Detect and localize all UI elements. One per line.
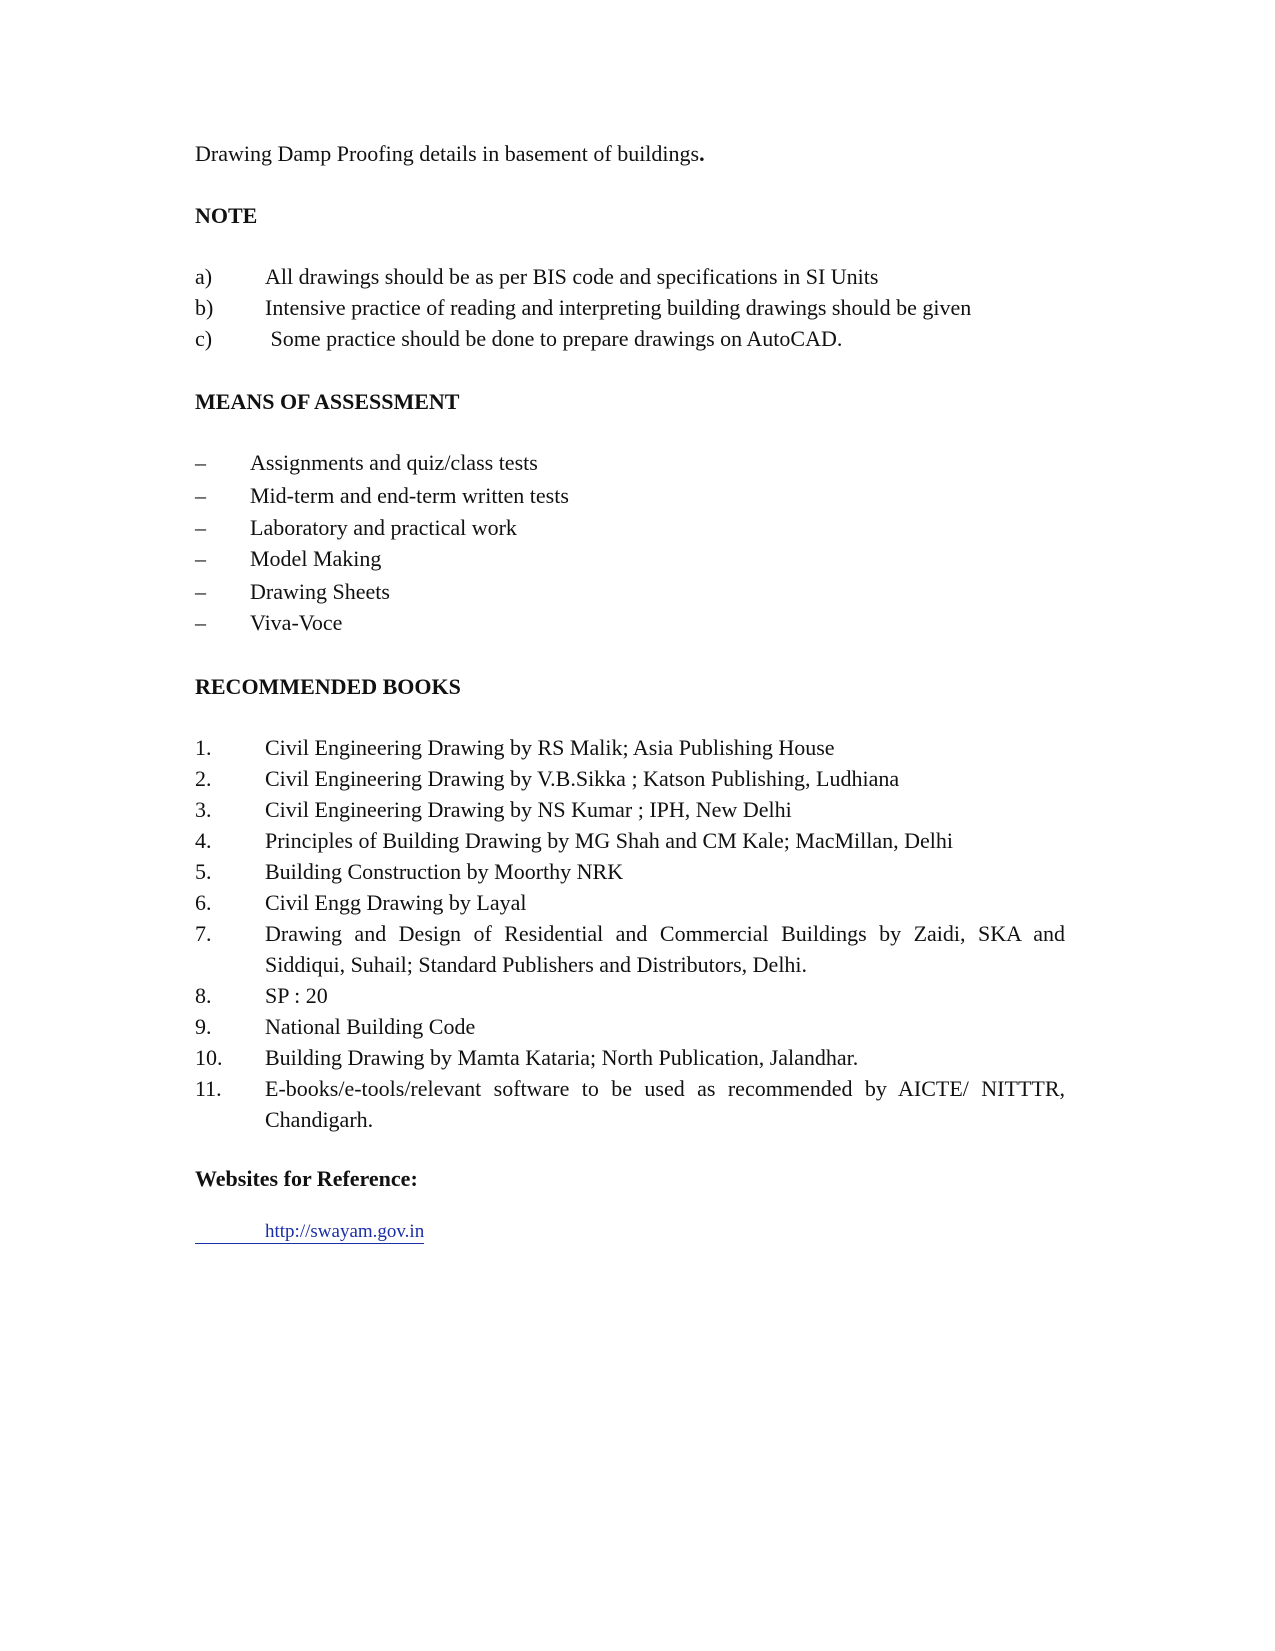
book-title: Civil Engg Drawing by Layal [265, 890, 527, 915]
swayam-link[interactable]: http://swayam.gov.in [265, 1221, 425, 1242]
book-title: National Building Code [265, 1014, 476, 1039]
book-title-line1: Drawing and Design of Residential and Commercial Buildings by Zaidi, SKA and [265, 921, 1065, 946]
book-title: Building Construction by Moorthy NRK [265, 859, 624, 884]
book-number: 2. [195, 766, 212, 791]
assessment-item-text: Drawing Sheets [250, 579, 390, 604]
websites-heading: Websites for Reference: [195, 1166, 418, 1191]
assessment-item-text: Laboratory and practical work [250, 515, 517, 540]
website-link-row [195, 1222, 424, 1244]
book-number: 11. [195, 1076, 222, 1101]
book-number: 9. [195, 1014, 212, 1039]
book-title: Civil Engineering Drawing by NS Kumar ; IPH, New Delhi [265, 797, 792, 822]
book-number: 6. [195, 890, 212, 915]
assessment-item-text: Assignments and quiz/class tests [250, 450, 538, 475]
book-number: 7. [195, 921, 212, 946]
dash-bullet: – [195, 483, 206, 508]
books-heading: RECOMMENDED BOOKS [195, 674, 461, 699]
dash-bullet: – [195, 515, 206, 540]
intro-text: Drawing Damp Proofing details in basement of buildings [195, 141, 700, 166]
book-title: Building Drawing by Mamta Kataria; North Publication, Jalandhar. [265, 1045, 859, 1070]
note-item-text: All drawings should be as per BIS code and specifications in SI Units [265, 264, 879, 289]
note-heading: NOTE [195, 203, 258, 228]
dash-bullet: – [195, 450, 206, 475]
book-title-line2: Siddiqui, Suhail; Standard Publishers and Distributors, Delhi. [265, 952, 808, 977]
dash-bullet: – [195, 546, 206, 571]
note-item-text: Some practice should be done to prepare drawings on AutoCAD. [265, 326, 843, 351]
note-item-marker: a) [195, 264, 213, 289]
assessment-item-text: Model Making [250, 546, 382, 571]
book-title: Civil Engineering Drawing by V.B.Sikka ; Katson Publishing, Ludhiana [265, 766, 900, 791]
assessment-item-text: Mid-term and end-term written tests [250, 483, 569, 508]
assessment-item-text: Viva-Voce [250, 610, 343, 635]
dash-bullet: – [195, 610, 206, 635]
intro-period: . [699, 141, 705, 166]
book-title: SP : 20 [265, 983, 328, 1008]
book-number: 8. [195, 983, 212, 1008]
intro-line [195, 143, 705, 165]
book-title: Civil Engineering Drawing by RS Malik; Asia Publishing House [265, 735, 835, 760]
book-number: 1. [195, 735, 212, 760]
book-number: 3. [195, 797, 212, 822]
book-title-line1: E-books/e-tools/relevant software to be used as recommended by AICTE/ NITTTR, [265, 1076, 1065, 1101]
assessment-heading: MEANS OF ASSESSMENT [195, 389, 460, 414]
book-number: 4. [195, 828, 212, 853]
note-item-text: Intensive practice of reading and interpreting building drawings should be given [265, 295, 972, 320]
book-title: Principles of Building Drawing by MG Shah and CM Kale; MacMillan, Delhi [265, 828, 954, 853]
book-number: 10. [195, 1045, 223, 1070]
note-item-marker: b) [195, 295, 214, 320]
book-title-line2: Chandigarh. [265, 1107, 374, 1132]
book-number: 5. [195, 859, 212, 884]
note-item-marker: c) [195, 326, 213, 351]
dash-bullet: – [195, 579, 206, 604]
